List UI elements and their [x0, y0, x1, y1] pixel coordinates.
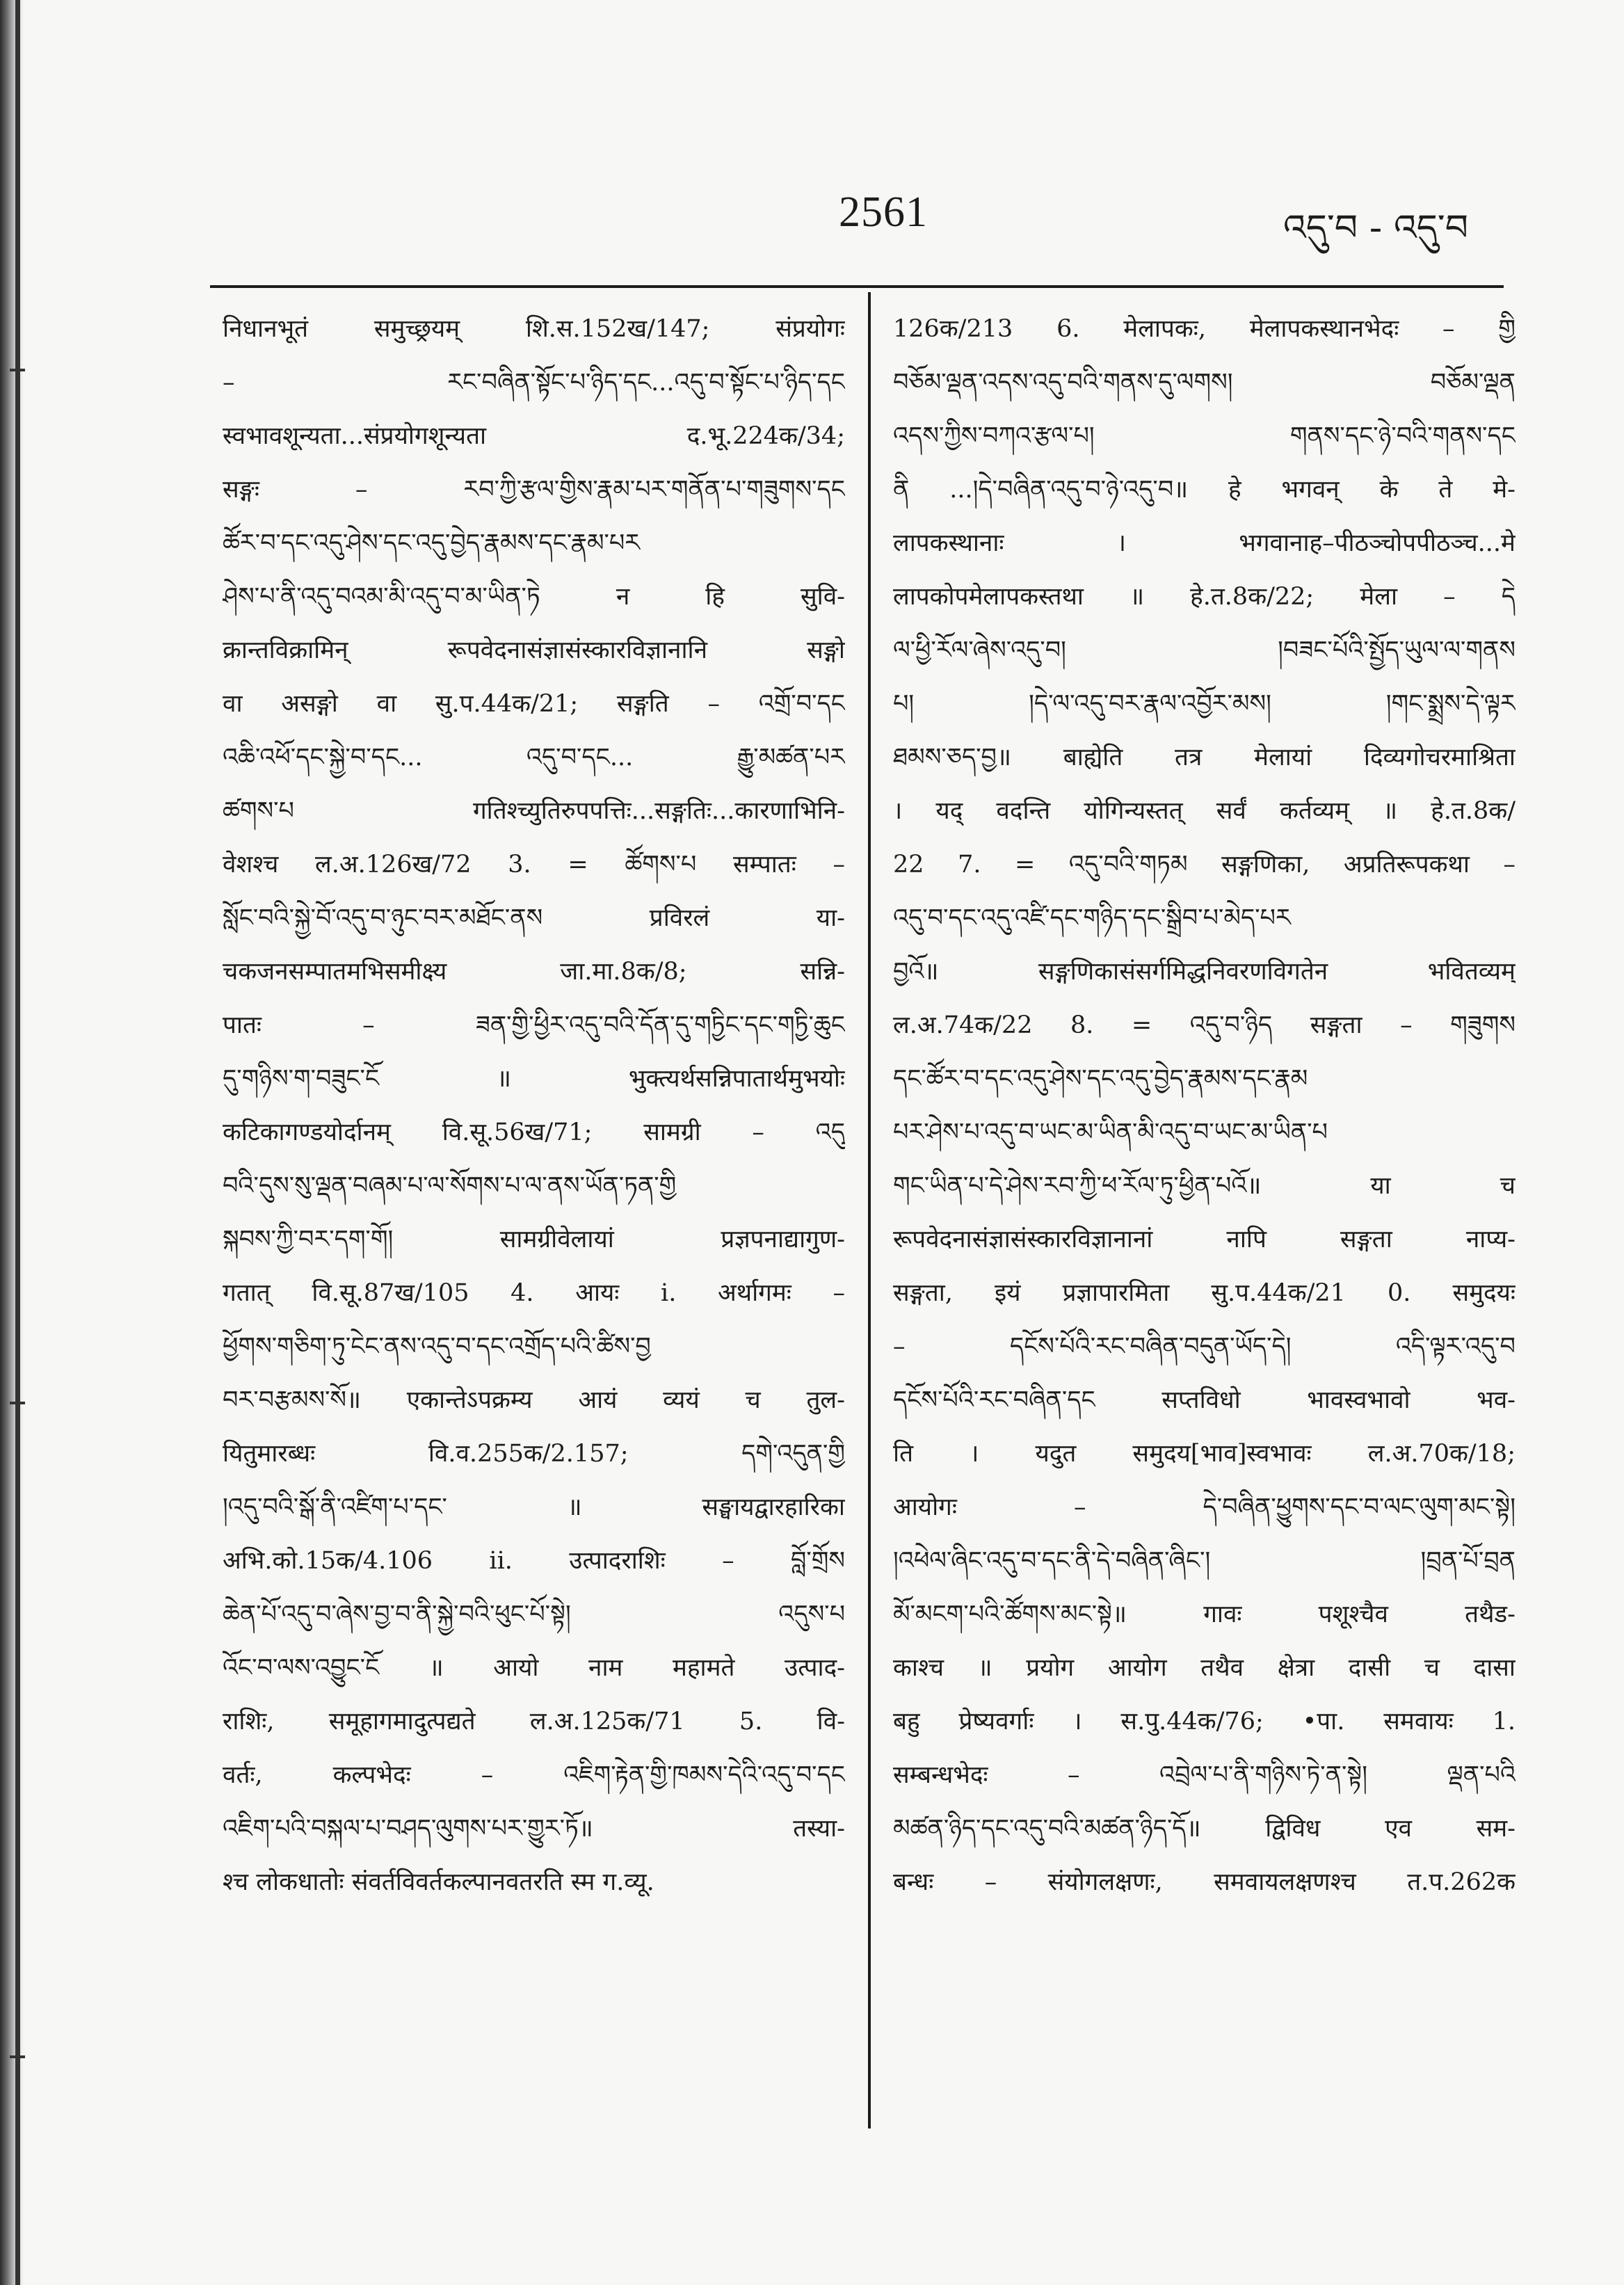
text-line: कटिकागण्डयोर्दानम् वि.सू.56ख/71; सामग्री – འདུ — [223, 1119, 845, 1146]
left-column — [223, 303, 845, 1909]
edge-mark — [10, 2055, 25, 2058]
text-line: स्वभावशून्यता...संप्रयोगशून्यता द.भू.224क/34; — [223, 422, 845, 450]
running-head: འདུ་བ - འདུ་བ — [1283, 207, 1469, 249]
text-line: गतात् वि.सू.87ख/105 4. आयः i. अर्थागमः – — [223, 1279, 845, 1307]
right-column — [893, 303, 1516, 1909]
text-line: དུ་གཉིས་ག་བཟུང་ངོ ॥ भुक्त्यर्थसन्निपातार्थमुभयोः — [223, 1065, 845, 1093]
text-line: སློང་བའི་སྐྱེ་བོ་འདུ་བ་ཉུང་བར་མཐོང་ནས प्रविरलं या- — [223, 904, 845, 932]
text-line: བྱའོ॥ सङ्गणिकासंसर्गमिद्धनिवरणविगतेन भवितव्यम् — [893, 958, 1516, 986]
text-line: མཚན་ཉིད་དང་འདུ་བའི་མཚན་ཉིད་དོ॥ द्विविध एव सम- — [893, 1815, 1516, 1843]
text-line: སྐབས་ཀྱི་བར་དག་གོ། सामग्रीवेलायां प्रज्ञपनाद्यागुण- — [223, 1226, 845, 1253]
edge-mark — [10, 1402, 25, 1404]
text-line: वर्तः, कल्पभेदः – འཇིག་རྟེན་གྱི་ཁམས་དེའི་འདུ་བ་དང — [223, 1761, 845, 1789]
text-line: रूपवेदनासंज्ञासंस्कारविज्ञानानां नापि सङ्गता नाप्य- — [893, 1226, 1516, 1253]
text-line: वा असङ्गो वा सु.प.44क/21; सङ्गति – འགྲོ་བ་དང — [223, 690, 845, 718]
binding-shadow — [15, 0, 20, 2285]
text-line: ཚོར་བ་དང་འདུ་ཤེས་དང་འདུ་བྱེད་རྣམས་དང་རྣམ་པར — [223, 529, 641, 557]
text-line: ल.अ.74क/22 8. = འདུ་བ་ཉིད सङ्गता – གཟུགས — [893, 1011, 1516, 1039]
text-line: सङ्गः – རབ་ཀྱི་རྩལ་གྱིས་རྣམ་པར་གནོན་པ་གཟུགས་དང — [223, 476, 845, 504]
text-line: निधानभूतं समुच्छ्रयम् शि.स.152ख/147; संप्रयोगः — [223, 315, 845, 343]
text-line: बन्धः – संयोगलक्षणः, समवायलक्षणश्च त.प.262क — [893, 1868, 1516, 1896]
text-line: འདས་ཀྱིས་བཀའ་རྩལ་པ། གནས་དང་ཉེ་བའི་གནས་དང — [893, 422, 1516, 450]
text-line: པར་ཤེས་པ་འདུ་བ་ཡང་མ་ཡིན་མི་འདུ་བ་ཡང་མ་ཡིན་པ — [893, 1119, 1328, 1146]
text-line: सङ्गता, इयं प्रज्ञापारमिता सु.प.44क/21 0. समुदयः — [893, 1279, 1516, 1307]
text-line: ནི ...།དེ་བཞིན་འདུ་བ་ཉེ་འདུ་བ॥ हे भगवन् के ते मे- — [893, 476, 1516, 504]
text-line: सम्बन्धभेदः – འབྲེལ་པ་ནི་གཉིས་ཏེ་ན་སྟེ། ལྡན་པའི — [893, 1761, 1516, 1789]
text-line: ཐམས་ཅད་བྱ॥ बाह्येति तत्र मेलायां दिव्यगोचरमाश्रिता — [893, 744, 1516, 771]
text-line: वेशश्च ल.अ.126ख/72 3. = ཚོགས་པ सम्पातः – — [223, 851, 845, 879]
text-line: འཇིག་པའི་བསྐལ་པ་བཤད་ལུགས་པར་གྱུར་ཏོ॥ तस्या- — [223, 1815, 845, 1843]
text-line: ཕྱོགས་གཅིག་ཏུ་ངེང་ནས་འདུ་བ་དང་འགྲོད་པའི་ཚིས་བྱ — [223, 1333, 651, 1361]
column-divider — [868, 292, 871, 2128]
text-line: པ། །དེ་ལ་འདུ་བར་རྣལ་འབྱོར་མས། །གང་སྨྲས་དེ་ལྟར — [893, 690, 1516, 718]
text-line: ཤེས་པ་ནི་འདུ་བའམ་མི་འདུ་བ་མ་ཡིན་ཏེ न हि सुवि- — [223, 583, 845, 611]
header-rule — [210, 285, 1504, 288]
text-line: དང་ཚོར་བ་དང་འདུ་ཤེས་དང་འདུ་བྱེད་རྣམས་དང་རྣམ — [893, 1065, 1308, 1093]
text-line: དངོས་པོའི་རང་བཞིན་དང सप्तविधो भावस्वभावो भव- — [893, 1386, 1516, 1414]
text-line: यितुमारब्धः वि.व.255क/2.157; དགེ་འདུན་གྱི — [223, 1440, 845, 1468]
text-line: – རང་བཞིན་སྟོང་པ་ཉིད་དང...འདུ་བ་སྟོང་པ་ཉིད་དང — [223, 369, 845, 396]
text-line: །འཕེལ་ཞིང་འདུ་བ་དང་ནི་དེ་བཞིན་ཞིང་། །བྲན་པོ་བྲན — [893, 1547, 1516, 1575]
text-line: བར་བརྩམས་སོ॥ एकान्तेऽपक्रम्य आयं व्ययं च तुल- — [223, 1386, 845, 1414]
text-line: बहु प्रेष्यवर्गाः । स.पु.44क/76; •पा. समवायः 1. — [893, 1708, 1516, 1735]
text-line: अभि.को.15क/4.106 ii. उत्पादराशिः – བློ་གྲོས — [223, 1547, 845, 1575]
text-line: राशिः, समूहागमादुत्पद्यते ल.अ.125क/71 5. वि- — [223, 1708, 845, 1735]
text-line: श्च लोकधातोः संवर्तविवर्तकल्पानवतरति स्म ग.व्यू. — [223, 1868, 654, 1896]
text-line: 22 7. = འདུ་བའི་གཏམ सङ्गणिका, अप्रतिरूपकथा – — [893, 851, 1516, 879]
text-line: འོང་བ་ལས་འབྱུང་ངོ ॥ आयो नाम महामते उत्पाद- — [223, 1654, 845, 1682]
page-number: 2561 — [839, 189, 928, 236]
text-line: चकजनसम्पातमभिसमीक्ष्य जा.मा.8क/8; सन्नि- — [223, 958, 845, 986]
text-line: གང་ཡིན་པ་དེ་ཤེས་རབ་ཀྱི་ཕ་རོལ་ཏུ་ཕྱིན་པའོ॥ या च — [893, 1172, 1516, 1200]
text-line: ལ་ཕྱི་རོལ་ཞེས་འདུ་བ། །བཟང་པོའི་སྤྱོད་ཡུལ་ལ་གནས — [893, 636, 1516, 664]
text-line: ཚགས་པ गतिश्च्युतिरुपपत्तिः...सङ्गतिः...कारणाभिनि- — [223, 797, 845, 825]
text-line: བའི་དུས་སུ་ལྡན་བཞམ་པ་ལ་སོགས་པ་ལ་ནས་ཡོན་ཏན་གྱི — [223, 1172, 677, 1200]
text-line: आयोगः – དེ་བཞིན་ཕྱུགས་དང་བ་ལང་ལུག་མང་སྟེ། — [893, 1493, 1516, 1521]
text-line: लापकोपमेलापकस्तथा ॥ हे.त.8क/22; मेला – དེ — [893, 583, 1516, 611]
text-line: लापकस्थानाः । भगवानाह–पीठञ्चोपपीठञ्च...मे — [893, 529, 1516, 557]
text-line: བཅོམ་ལྡན་འདས་འདུ་བའི་གནས་དུ་ལགས། བཅོམ་ལྡན — [893, 369, 1516, 396]
text-line: 126क/213 6. मेलापकः, मेलापकस्थानभेदः – གྱི — [893, 315, 1516, 343]
text-line: ति । यदुत समुदय[भाव]स्वभावः ल.अ.70क/18; — [893, 1440, 1516, 1468]
text-line: །འདུ་བའི་སྒོ་ནི་འཛིག་པ་དང་ ॥ सङ्घायद्वारहारिका — [223, 1493, 845, 1521]
edge-mark — [10, 369, 25, 371]
text-line: – དངོས་པོའི་རང་བཞིན་བདུན་ཡོད་དེ། འདི་ལྟར་འདུ་བ — [893, 1333, 1516, 1361]
text-line: काश्च ॥ प्रयोग आयोग तथैव क्षेत्रा दासी च दासा — [893, 1654, 1516, 1682]
text-line: ཆེན་པོ་འདུ་བ་ཞེས་བྱ་བ་ནི་སྐྱེ་བའི་ཕུང་པོ་སྟེ། འདུས་པ — [223, 1601, 845, 1628]
text-line: འདུ་བ་དང་འདུ་འཛི་དང་གཉིད་དང་སྒྲིབ་པ་མེད་པར — [893, 904, 1291, 932]
text-line: क्रान्तविक्रामिन् रूपवेदनासंज्ञासंस्कारविज्ञानानि सङ्गो — [223, 636, 845, 664]
text-line: । यद् वदन्ति योगिन्यस्तत् सर्वं कर्तव्यम् ॥ हे.त.8क/ — [893, 797, 1516, 825]
text-line: पातः – ཟན་གྱི་ཕྱིར་འདུ་བའི་དོན་དུ་གཏྱིང་དང་གཏྱི་ཆུང — [223, 1011, 845, 1039]
text-line: མོ་མངག་པའི་ཚོགས་མང་སྟེ॥ गावः पशूश्चैव तथैड- — [893, 1601, 1516, 1628]
text-line: འཆི་འཕོ་དང་སྐྱེ་བ་དང... འདུ་བ་དང... རྒྱུ་མཚན་པར — [223, 744, 845, 771]
